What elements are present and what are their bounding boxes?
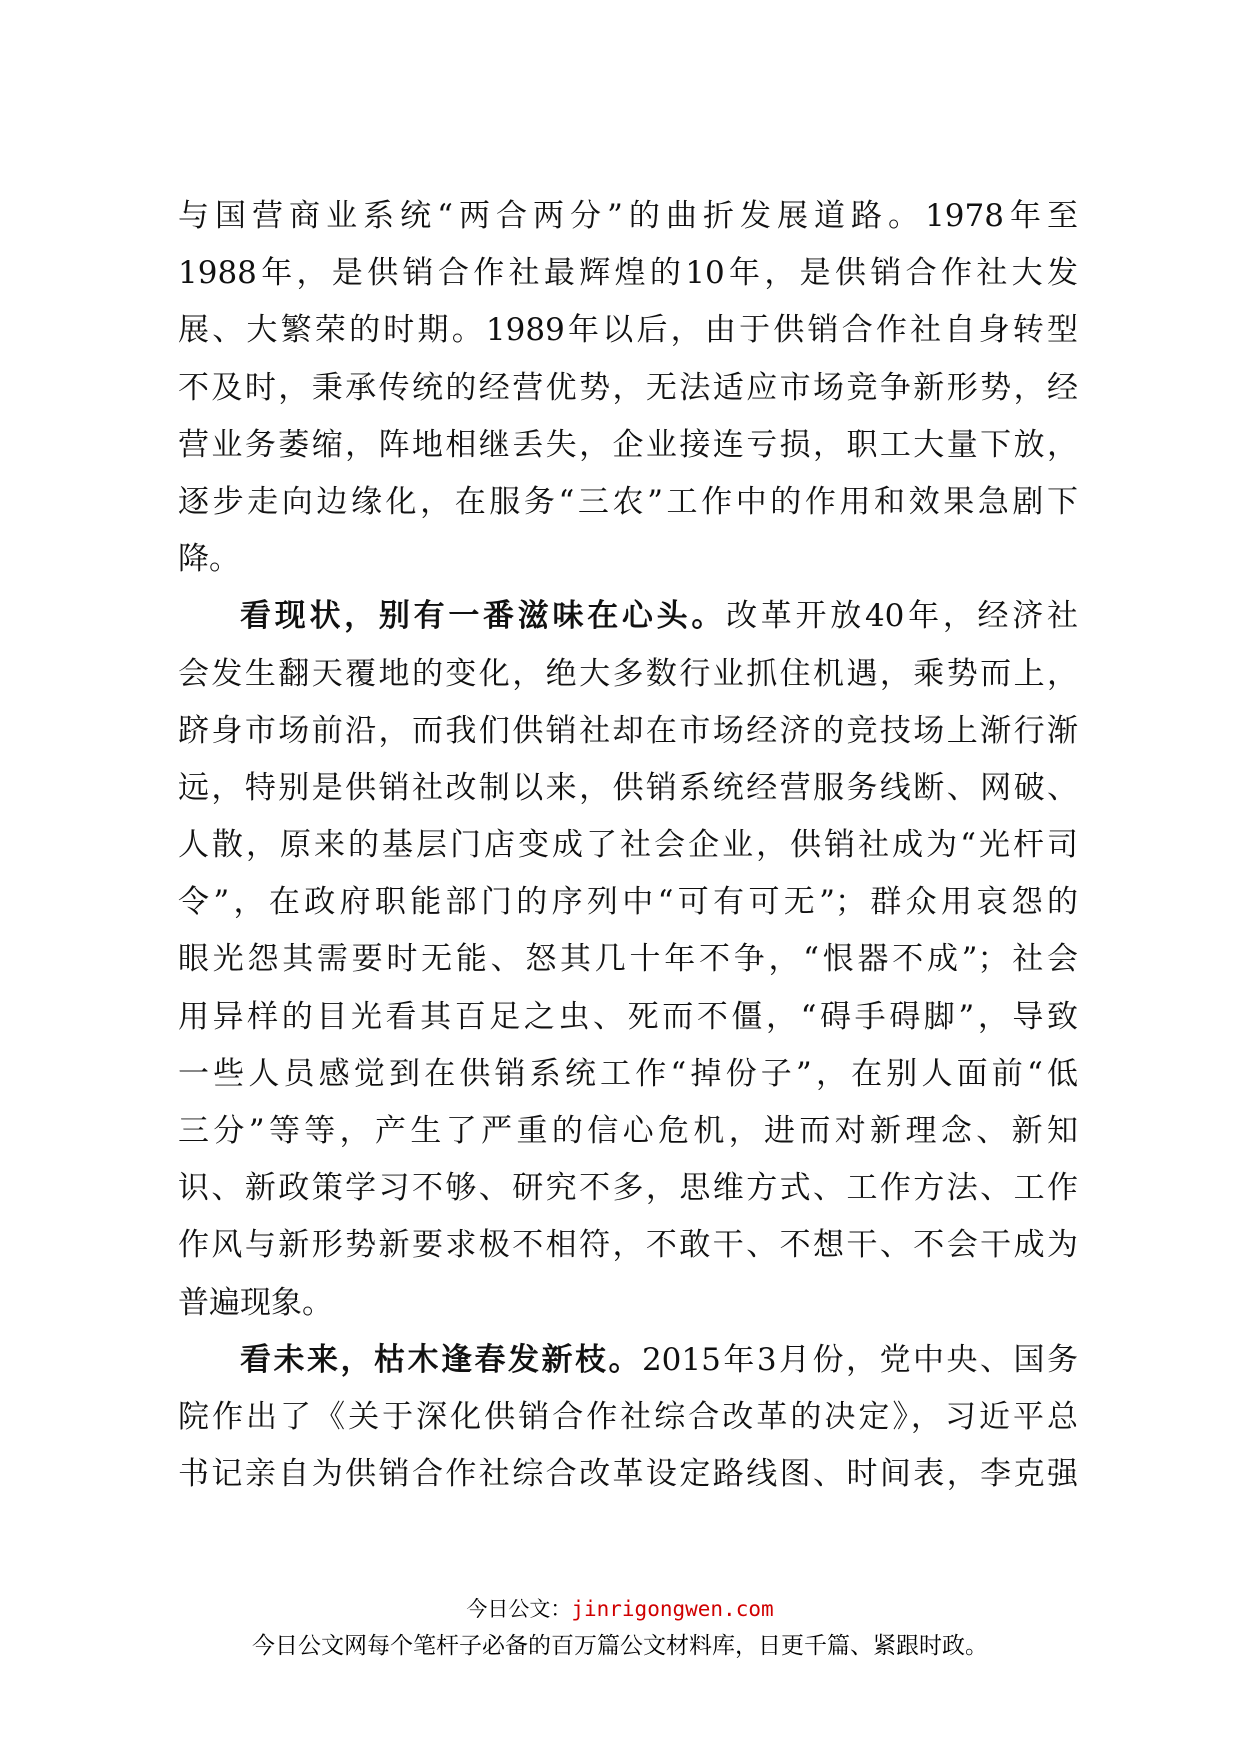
text-line: 人散，原来的基层门店变成了社会企业，供销社成为“光杆司 xyxy=(178,827,1078,864)
text-line: 逐步走向边缘化，在服务“三农”工作中的作用和效果急剧下 xyxy=(178,483,1078,520)
footer-site-link[interactable]: jinrigongwen.com xyxy=(571,1597,774,1621)
body-text xyxy=(178,188,1078,1503)
text-line xyxy=(178,588,1078,645)
text-line: 书记亲自为供销合作社综合改革设定路线图、时间表，李克强 xyxy=(178,1456,1078,1493)
text-run: 2015年3月份，党中央、国务 xyxy=(641,1341,1078,1378)
text-line: 眼光怨其需要时无能、怒其几十年不争，“恨器不成”；社会 xyxy=(178,941,1078,978)
text-line: 跻身市场前沿，而我们供销社却在市场经济的竞技场上渐行渐 xyxy=(178,712,1078,749)
text-line: 远，特别是供销社改制以来，供销系统经营服务线断、网破、 xyxy=(178,769,1078,806)
text-line: 作风与新形势新要求极不相符，不敢干、不想干、不会干成为 xyxy=(178,1227,1078,1264)
text-line: 院作出了《关于深化供销合作社综合改革的决定》，习近平总 xyxy=(178,1398,1078,1435)
paragraph-heading: 看现状，别有一番滋味在心头。 xyxy=(240,598,727,635)
text-line: 营业务萎缩，阵地相继丢失，企业接连亏损，职工大量下放， xyxy=(178,426,1078,463)
text-line: 普遍现象。 xyxy=(178,1284,333,1321)
text-line: 会发生翻天覆地的变化，绝大多数行业抓住机遇，乘势而上， xyxy=(178,655,1078,692)
text-line: 与国营商业系统“两合两分”的曲折发展道路。1978年至 xyxy=(178,198,1078,234)
paragraph-history xyxy=(178,188,1078,588)
paragraph-current-status xyxy=(178,588,1078,1331)
text-line xyxy=(178,1332,1078,1389)
text-line: 三分”等等，产生了严重的信心危机，进而对新理念、新知 xyxy=(178,1113,1078,1149)
text-line: 令”，在政府职能部门的序列中“可有可无”；群众用哀怨的 xyxy=(178,884,1078,921)
footer-tagline: 今日公文网每个笔杆子必备的百万篇公文材料库，日更千篇、紧跟时政。 xyxy=(252,1633,988,1659)
text-line: 展、大繁荣的时期。1989年以后，由于供销合作社自身转型 xyxy=(178,312,1078,349)
footer-source xyxy=(0,1594,1240,1624)
footer-label: 今日公文： xyxy=(466,1597,572,1621)
text-line: 识、新政策学习不够、研究不多，思维方式、工作方法、工作 xyxy=(178,1170,1078,1207)
text-line: 1988年，是供销合作社最辉煌的10年，是供销合作社大发 xyxy=(178,255,1078,292)
text-line: 不及时，秉承传统的经营优势，无法适应市场竞争新形势，经 xyxy=(178,369,1078,406)
text-line: 用异样的目光看其百足之虫、死而不僵，“碍手碍脚”，导致 xyxy=(178,998,1078,1035)
text-line: 一些人员感觉到在供销系统工作“掉份子”，在别人面前“低 xyxy=(178,1055,1078,1092)
paragraph-future xyxy=(178,1332,1078,1504)
text-run: 改革开放40年，经济社 xyxy=(726,598,1078,635)
text-line: 降。 xyxy=(178,541,240,578)
paragraph-heading: 看未来，枯木逢春发新枝。 xyxy=(240,1341,642,1378)
